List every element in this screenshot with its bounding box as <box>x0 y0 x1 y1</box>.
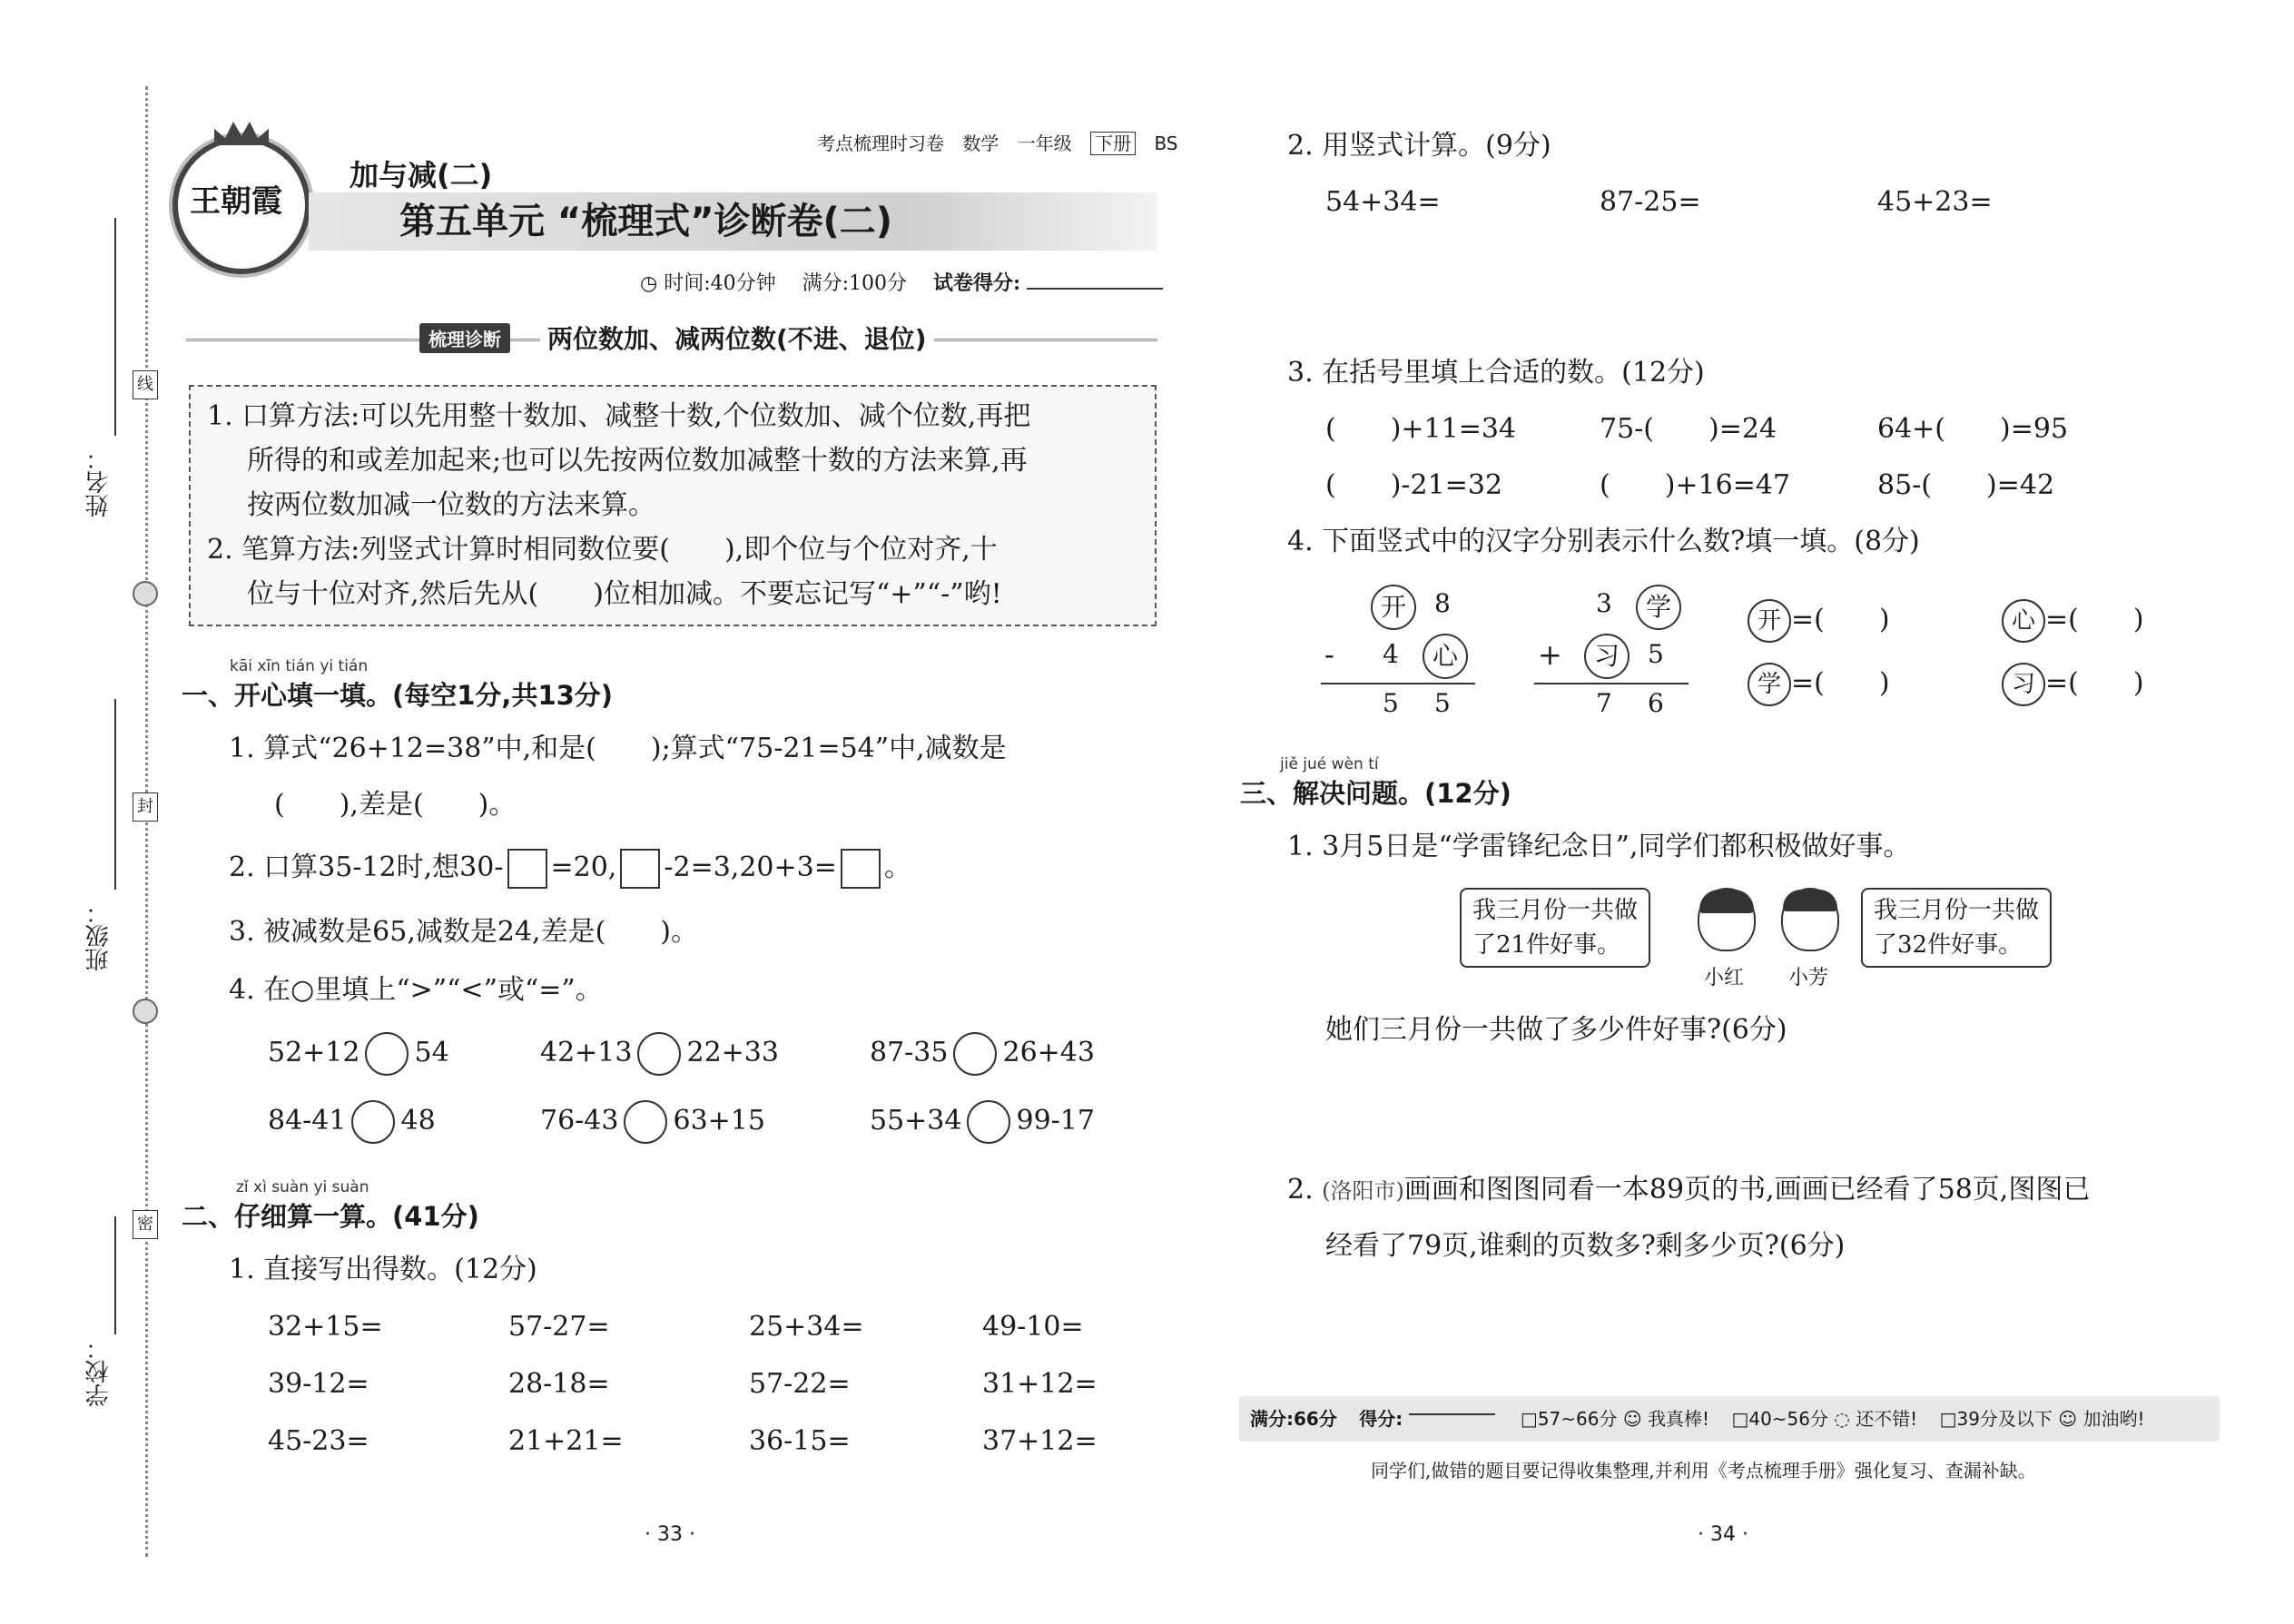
crown-icon <box>214 122 269 145</box>
fill-item: ( )-21=32 <box>1325 469 1503 501</box>
compare-circle[interactable] <box>637 1032 681 1076</box>
char-circle: 学 <box>1636 585 1681 630</box>
section3-pinyin: jiě jué wèn tí <box>1280 755 1379 773</box>
calc-item: 36-15= <box>749 1425 851 1457</box>
compare-circle[interactable] <box>967 1100 1010 1144</box>
name-xiaofang: 小芳 <box>1788 967 1829 989</box>
s2-q2: 2. 用竖式计算。(9分) <box>1287 130 1551 162</box>
digit: 3 <box>1596 588 1612 618</box>
review-line: 1. 口算方法:可以先用整十数加、减整十数,个位数加、减个位数,再把 <box>207 400 1031 432</box>
footer-note: 同学们,做错的题目要记得收集整理,并利用《考点梳理手册》强化复习、查漏补缺。 <box>1371 1460 2036 1481</box>
calc-item: 49-10= <box>982 1311 1084 1343</box>
exam-info <box>640 268 1163 296</box>
compare-circle[interactable] <box>351 1100 395 1144</box>
char-answer: 心 =( ) <box>2002 599 2144 643</box>
s2-q1: 1. 直接写出得数。(12分) <box>229 1254 537 1285</box>
calc-item: 39-12= <box>268 1368 369 1400</box>
calc-item: 57-22= <box>749 1368 851 1400</box>
char-circle: 开 <box>1371 585 1416 630</box>
score-option-2[interactable]: □40~56分 <box>1731 1408 1829 1430</box>
char-circle: 心 <box>2002 599 2045 643</box>
binding-class-field <box>82 699 118 971</box>
compare-item: 42+13 22+33 <box>540 1032 779 1076</box>
calc-item: 28-18= <box>508 1368 610 1400</box>
smiley-icon: ◌ <box>1834 1408 1850 1430</box>
exam-score-blank[interactable] <box>1027 288 1163 290</box>
s1-q2-d: 。 <box>883 851 911 883</box>
score-option-1[interactable]: □57~66分 <box>1520 1408 1618 1430</box>
name-xiaohong: 小红 <box>1704 967 1745 989</box>
compare-circle[interactable] <box>953 1032 997 1076</box>
binding-name-field <box>82 218 118 517</box>
class-label: 班级： <box>85 901 113 971</box>
calc-item: 37+12= <box>982 1425 1098 1457</box>
char-circle: 开 <box>1748 599 1791 643</box>
char-answer: 学 =( ) <box>1748 663 1890 706</box>
s2-q3: 3. 在括号里填上合适的数。(12分) <box>1287 357 1705 389</box>
logo-text: 王朝霞 <box>190 183 282 220</box>
char-circle: 心 <box>1423 634 1468 679</box>
compare-circle[interactable] <box>624 1100 667 1144</box>
name-label: 姓名： <box>85 447 113 517</box>
compare-item: 52+12 54 <box>268 1032 449 1076</box>
smiley-icon: ☺ <box>2058 1408 2078 1430</box>
review-line: 按两位数加减一位数的方法来算。 <box>247 489 655 521</box>
binding-ornament-icon <box>133 581 158 606</box>
calc-item: 31+12= <box>982 1368 1098 1400</box>
subject: 数学 <box>962 133 999 154</box>
section2-pinyin: zǐ xì suàn yi suàn <box>236 1178 369 1196</box>
fill-item: 85-( )=42 <box>1877 469 2055 501</box>
s3-q1-ask: 她们三月份一共做了多少件好事?(6分) <box>1325 1014 1787 1046</box>
review-tag: 梳理诊断 <box>419 323 510 353</box>
vertical-calc-item: 45+23= <box>1877 186 1993 218</box>
char-answer: 开 =( ) <box>1748 599 1890 643</box>
compare-item: 55+34 99-17 <box>870 1100 1095 1144</box>
binding-ornament-icon <box>133 999 158 1024</box>
score-got: 得分: <box>1359 1408 1403 1430</box>
series-name: 考点梳理时习卷 <box>817 133 944 154</box>
exam-score-label: 试卷得分: <box>933 271 1021 295</box>
s1-q1-line1: 1. 算式“26+12=38”中,和是( );算式“75-21=54”中,减数是 <box>229 733 1007 764</box>
speech-bubble-left: 我三月份一共做 了21件好事。 <box>1460 888 1650 968</box>
review-line: 2. 笔算方法:列竖式计算时相同数位要( ),即个位与个位对齐,十 <box>207 534 998 566</box>
speech-bubble-right: 我三月份一共做 了32件好事。 <box>1861 888 2052 968</box>
vertical-puzzle-2 <box>1534 581 1693 726</box>
compare-item: 84-41 48 <box>268 1100 436 1144</box>
header-meta <box>817 129 1178 155</box>
score-option-3[interactable]: □39分及以下 <box>1939 1408 2053 1430</box>
exam-time: 时间:40分钟 <box>664 272 776 295</box>
girl-avatar <box>1781 888 1839 951</box>
unit-subtitle: 加与减(二) <box>350 158 493 192</box>
vertical-puzzle-1 <box>1321 581 1480 726</box>
digit: 5 <box>1383 688 1399 718</box>
section2-title: 二、仔细算一算。(41分) <box>182 1201 479 1232</box>
digit: 7 <box>1596 688 1612 718</box>
s1-q2-c: -2=3,20+3= <box>664 851 837 883</box>
calc-item: 21+21= <box>508 1425 624 1457</box>
grade: 一年级 <box>1017 133 1072 154</box>
vertical-calc-item: 87-25= <box>1600 186 1701 218</box>
binding-mark-secret: 密 <box>133 1210 158 1239</box>
s1-q1-line2: ( ),差是( )。 <box>274 789 517 821</box>
score-full: 满分:66分 <box>1250 1408 1337 1430</box>
binding-school-field <box>82 1216 118 1407</box>
digit: 5 <box>1648 639 1664 669</box>
answer-box[interactable] <box>507 849 547 889</box>
binding-dotted-line <box>145 86 148 1557</box>
s1-q2 <box>229 849 911 889</box>
review-line: 位与十位对齐,然后先从( )位相加减。不要忘记写“+”“-”哟! <box>247 578 1002 610</box>
s3-q2-num: 2. <box>1287 1174 1314 1206</box>
char-answer: 习 =( ) <box>2002 663 2144 706</box>
sum-line <box>1534 683 1689 684</box>
s1-q4: 4. 在○里填上“>”“<”或“=”。 <box>229 974 603 1006</box>
binding-mark-line: 线 <box>133 370 158 399</box>
fill-item: ( )+11=34 <box>1325 413 1517 445</box>
digit: 5 <box>1434 688 1451 718</box>
s1-q2-a: 2. 口算35-12时,想30- <box>229 851 504 883</box>
page-title: 第五单元 “梳理式”诊断卷(二) <box>399 201 893 242</box>
review-line: 所得的和或差加起来;也可以先按两位数加减整十数的方法来算,再 <box>247 445 1028 477</box>
binding-mark-seal: 封 <box>133 792 158 822</box>
volume: 下册 <box>1090 132 1136 155</box>
compare-circle[interactable] <box>365 1032 409 1076</box>
s1-q3: 3. 被减数是65,减数是24,差是( )。 <box>229 916 698 948</box>
name-underline <box>114 218 116 436</box>
char-circle: 习 <box>2002 663 2045 706</box>
answer-box[interactable] <box>841 849 881 889</box>
page-number-right: · 34 · <box>1698 1523 1748 1546</box>
digit: 8 <box>1434 588 1451 618</box>
school-label: 学校： <box>85 1336 113 1407</box>
fill-item: ( )+16=47 <box>1600 469 1791 501</box>
digit: 6 <box>1648 688 1664 718</box>
char-circle: 学 <box>1748 663 1791 706</box>
sum-line <box>1321 683 1475 684</box>
calc-item: 45-23= <box>268 1425 369 1457</box>
compare-item: 76-43 63+15 <box>540 1100 765 1144</box>
vertical-calc-item: 54+34= <box>1325 186 1441 218</box>
operator: + <box>1538 637 1562 672</box>
s3-q2-line1: 2. (洛阳市)画画和图图同看一本89页的书,画画已经看了58页,图图已 <box>1287 1174 2091 1206</box>
fill-item: 64+( )=95 <box>1877 413 2069 445</box>
smiley-icon: ☺ <box>1622 1408 1642 1430</box>
s1-q2-b: =20, <box>550 851 617 883</box>
compare-item: 87-35 26+43 <box>870 1032 1095 1076</box>
score-bar: 满分:66分 得分: □57~66分 ☺ 我真棒! □40~56分 ◌ 还不错! □39分及以下 ☺ 加油哟! <box>1239 1396 2220 1442</box>
page-number-left: · 33 · <box>645 1523 695 1546</box>
s3-q2-line2: 经看了79页,谁剩的页数多?剩多少页?(6分) <box>1325 1230 1846 1262</box>
section3-title: 三、解决问题。(12分) <box>1240 778 1511 809</box>
review-heading: 两位数加、减两位数(不进、退位) <box>540 320 934 356</box>
section1-title: 一、开心填一填。(每空1分,共13分) <box>182 680 614 711</box>
s3-q2-city: (洛阳市) <box>1322 1178 1404 1204</box>
school-underline <box>114 1216 116 1334</box>
operator: - <box>1324 637 1334 672</box>
char-circle: 习 <box>1584 634 1629 679</box>
section1-pinyin: kāi xīn tián yi tián <box>230 657 369 675</box>
digit: 4 <box>1383 639 1399 669</box>
girl-avatar <box>1698 888 1756 951</box>
edition: BS <box>1154 133 1178 154</box>
class-underline <box>114 699 116 890</box>
clock-icon: ◷ <box>640 272 658 295</box>
score-blank[interactable] <box>1409 1413 1495 1415</box>
s3-q1: 1. 3月5日是“学雷锋纪念日”,同学们都积极做好事。 <box>1287 831 1911 862</box>
exam-full-score: 满分:100分 <box>802 272 908 295</box>
calc-item: 25+34= <box>749 1311 864 1343</box>
calc-item: 32+15= <box>268 1311 383 1343</box>
s2-q4: 4. 下面竖式中的汉字分别表示什么数?填一填。(8分) <box>1287 526 1920 557</box>
answer-box[interactable] <box>620 849 660 889</box>
fill-item: 75-( )=24 <box>1600 413 1777 445</box>
calc-item: 57-27= <box>508 1311 610 1343</box>
brand-logo <box>172 136 310 274</box>
